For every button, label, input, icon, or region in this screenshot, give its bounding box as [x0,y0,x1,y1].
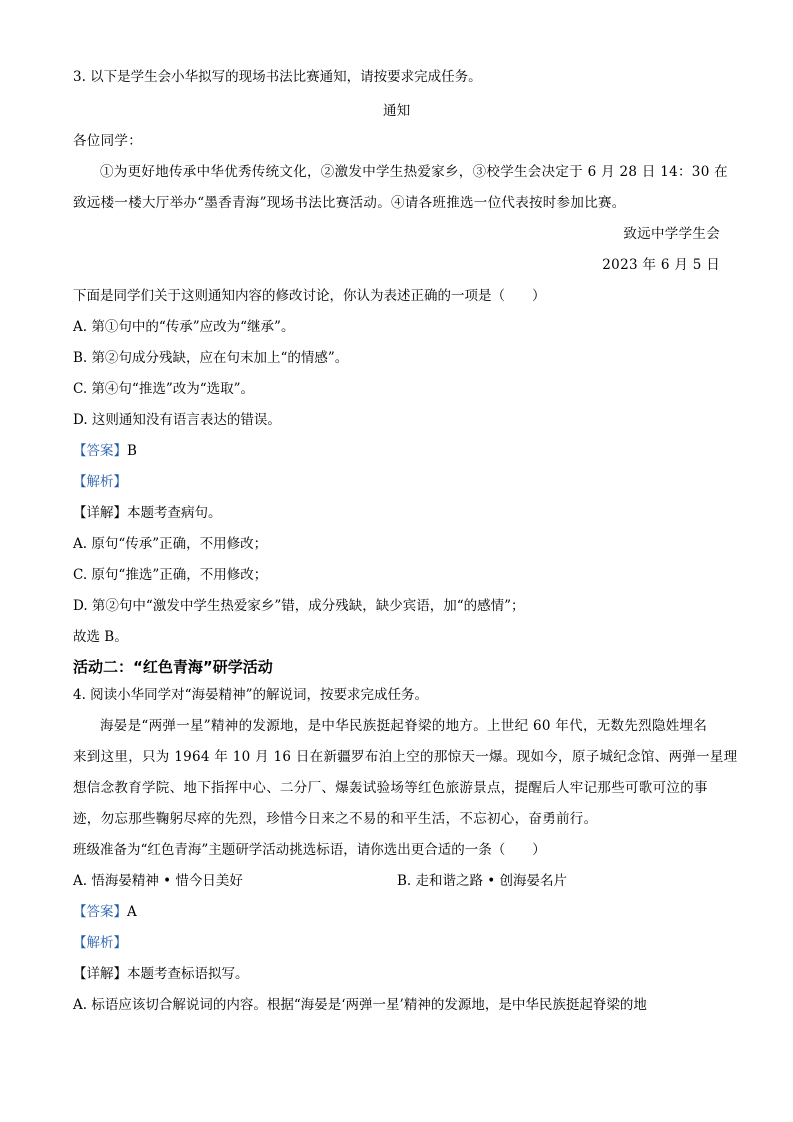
detail-tag: 【详解】 [73,966,127,982]
notice-date: 2023 年 6 月 5 日 [602,257,720,273]
q3-detail-c: C. 原句“推选”正确，不用修改； [73,567,268,583]
q4-option-b: B. 走和谐之路 • 创海晏名片 [397,873,568,889]
detail-intro: 本题考查标语拟写。 [127,966,249,982]
q3-question: 下面是同学们关于这则通知内容的修改讨论，你认为表述正确的一项是（ ） [73,288,546,304]
q4-question: 班级准备为“红色青海”主题研学活动挑选标语，请你选出更合适的一条（ ） [73,842,546,858]
q3-detail-d: D. 第②句中“激发中学生热爱家乡”错，成分残缺，缺少宾语，加“的感情”； [73,598,525,614]
q3-detail-a: A. 原句“传承”正确，不用修改； [73,536,268,552]
q3-option-c: C. 第④句“推选”改为“选取”。 [73,381,255,397]
q4-detail-a: A. 标语应该切合解说词的内容。根据“海晏是‘两弹一星’精神的发源地，是中华民族挺起脊梁的地 [73,997,647,1013]
q3-answer-row [73,442,137,460]
q3-stem: 3. 以下是学生会小华拟写的现场书法比赛通知，请按要求完成任务。 [73,69,482,85]
notice-body-line2: 致远楼一楼大厅举办“墨香青海”现场书法比赛活动。④请各班推选一位代表按时参加比赛。 [73,195,626,211]
answer-value: A [127,904,137,920]
analysis-tag: 【解析】 [73,474,127,490]
q4-stem: 4. 阅读小华同学对“海晏精神”的解说词，按要求完成任务。 [73,687,428,703]
q4-passage-line2: 来到这里，只为 1964 年 10 月 16 日在新疆罗布泊上空的那惊天一爆。现如今，原子城纪念馆、两弹一星理 [73,749,738,765]
detail-intro: 本题考查病句。 [127,505,222,521]
q3-option-d: D. 这则通知没有语言表达的错误。 [73,412,281,428]
q3-option-a: A. 第①句中的“传承”应改为“继承”。 [73,319,295,335]
q4-answer-row [73,903,137,921]
q4-option-a: A. 悟海晏精神 • 惜今日美好 [73,873,243,889]
q3-option-b: B. 第②句成分残缺，应在句末加上“的情感”。 [73,350,349,366]
answer-tag: 【答案】 [73,904,127,920]
notice-signature: 致远中学学生会 [623,226,720,242]
notice-body-line1: ①为更好地传承中华优秀传统文化，②激发中学生热爱家乡，③校学生会决定于 6 月 28 日 14：30 在 [100,164,728,180]
q4-passage-line1: 海晏是“两弹一星”精神的发源地，是中华民族挺起脊梁的地方。上世纪 60 年代，无数先烈隐姓埋名 [100,718,708,734]
notice-salutation: 各位同学： [73,133,142,149]
q3-detail-row [73,504,222,522]
activity2-heading: 活动二：“红色青海”研学活动 [73,658,273,676]
answer-value: B [127,443,137,459]
answer-tag: 【答案】 [73,443,127,459]
q4-passage-line4: 迹，勿忘那些鞠躬尽瘁的先烈，珍惜今日来之不易的和平生活，不忘初心，奋勇前行。 [73,811,598,827]
q3-conclusion: 故选 B。 [73,629,128,645]
q4-detail-row [73,965,249,983]
detail-tag: 【详解】 [73,505,127,521]
q4-passage-line3: 想信念教育学院、地下指挥中心、二分厂、爆轰试验场等红色旅游景点，提醒后人牢记那些可歌可泣的事 [73,780,708,796]
analysis-tag: 【解析】 [73,935,127,951]
notice-title: 通知 [383,103,411,119]
